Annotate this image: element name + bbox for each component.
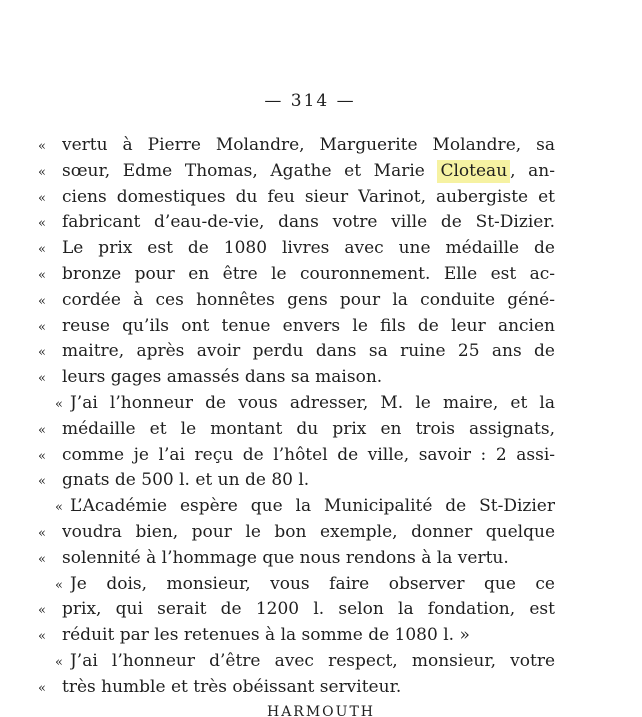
highlighted-term: Cloteau	[437, 160, 510, 183]
opening-guillemet: «	[55, 577, 63, 593]
text-line	[38, 159, 555, 185]
opening-guillemet: «	[38, 448, 46, 464]
signature-cutoff: HARMOUTH	[266, 704, 376, 717]
letter-body	[38, 133, 555, 701]
line-text: comme je l’ai reçu de l’hôtel de ville, savoir : 2 assi-	[62, 444, 555, 465]
text-line	[38, 417, 555, 443]
text-line	[38, 391, 555, 417]
text-line	[38, 546, 555, 572]
opening-guillemet: «	[55, 500, 63, 516]
opening-guillemet: «	[38, 603, 46, 619]
opening-guillemet: «	[38, 422, 46, 438]
line-text: reuse qu’ils ont tenue envers le fils de leur ancien	[62, 315, 555, 336]
line-text: prix, qui serait de 1200 l. selon la fondation, est	[62, 599, 555, 620]
line-text: réduit par les retenues à la somme de 1080 l. »	[62, 625, 470, 646]
text-line	[38, 365, 555, 391]
opening-guillemet: «	[38, 629, 46, 645]
text-line	[38, 597, 555, 623]
line-text: Le prix est de 1080 livres avec une médaille de	[62, 238, 555, 259]
line-text: sœur, Edme Thomas, Agathe et Marie Cloteau , an-	[62, 160, 555, 181]
line-text: gnats de 500 l. et un de 80 l.	[62, 470, 310, 491]
line-text: J’ai l’honneur d’être avec respect, monsieur, votre	[69, 650, 555, 671]
line-text: vertu à Pierre Molandre, Marguerite Molandre, sa	[62, 135, 555, 155]
line-text: cordée à ces honnêtes gens pour la conduite géné-	[62, 289, 555, 310]
opening-guillemet: «	[38, 680, 46, 696]
text-line	[38, 339, 555, 365]
line-text: voudra bien, pour le bon exemple, donner quelque	[62, 521, 555, 542]
line-text: bronze pour en être le couronnement. Elle est ac-	[62, 263, 555, 284]
opening-guillemet: «	[38, 345, 46, 361]
line-text: ciens domestiques du feu sieur Varinot, aubergiste et	[62, 186, 555, 207]
page-number: — 314 —	[264, 91, 356, 111]
text-line	[38, 133, 555, 159]
line-text: fabricant d’eau-de-vie, dans votre ville de St-Dizier.	[62, 212, 555, 233]
line-text: L’Académie espère que la Municipalité de St-Dizier	[69, 496, 555, 517]
opening-guillemet: «	[38, 551, 46, 567]
opening-guillemet: «	[55, 654, 63, 670]
opening-guillemet: «	[38, 319, 46, 335]
line-text: leurs gages amassés dans sa maison.	[62, 367, 383, 388]
line-text: Je dois, monsieur, vous faire observer que ce	[69, 573, 555, 594]
text-line	[38, 494, 555, 520]
text-line	[38, 649, 555, 675]
opening-guillemet: «	[55, 396, 63, 412]
text-line	[38, 288, 555, 314]
opening-guillemet: «	[38, 525, 46, 541]
text-line	[38, 520, 555, 546]
line-text: très humble et très obéissant serviteur.	[62, 676, 402, 697]
text-line	[38, 468, 555, 494]
opening-guillemet: «	[38, 242, 46, 258]
opening-guillemet: «	[38, 293, 46, 309]
line-text: J’ai l’honneur de vous adresser, M. le maire, et la	[69, 392, 555, 413]
opening-guillemet: «	[38, 267, 46, 283]
opening-guillemet: «	[38, 474, 46, 490]
text-line	[38, 314, 555, 340]
line-text: maitre, après avoir perdu dans sa ruine 25 ans de	[62, 341, 555, 362]
text-line	[38, 262, 555, 288]
text-line	[38, 185, 555, 211]
opening-guillemet: «	[38, 371, 46, 387]
opening-guillemet: «	[38, 216, 46, 232]
line-text: médaille et le montant du prix en trois assignats,	[62, 418, 555, 439]
text-line	[38, 572, 555, 598]
line-text: solennité à l’hommage que nous rendons à la vertu.	[62, 547, 509, 568]
text-line	[38, 210, 555, 236]
opening-guillemet: «	[38, 190, 46, 206]
text-line	[38, 623, 555, 649]
opening-guillemet: «	[38, 139, 46, 154]
opening-guillemet: «	[38, 164, 46, 180]
text-line	[38, 236, 555, 262]
text-line	[38, 675, 555, 701]
text-line	[38, 443, 555, 469]
